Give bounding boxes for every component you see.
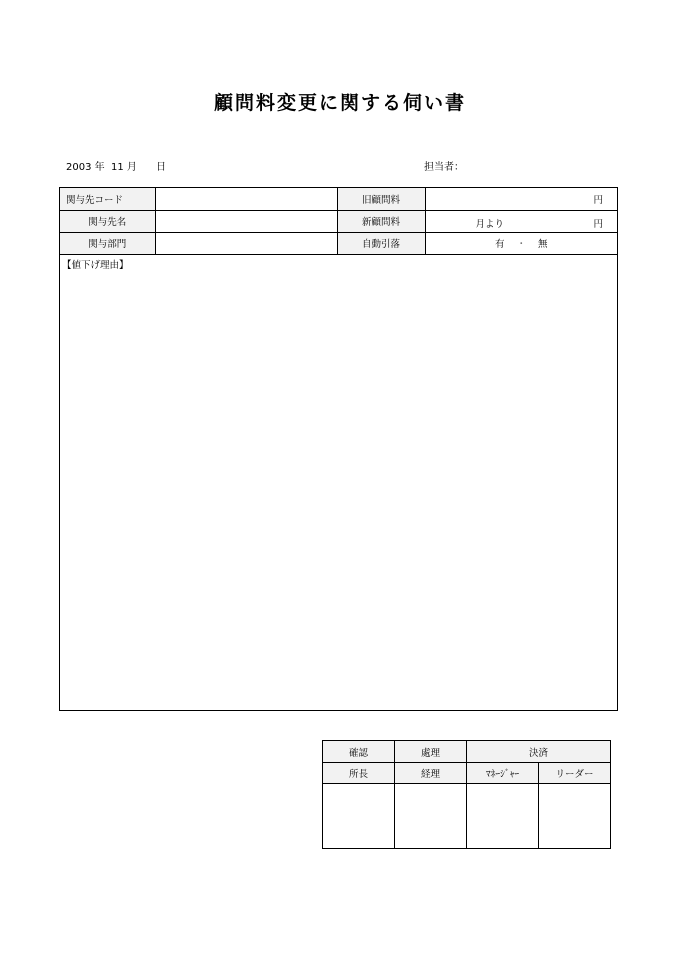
auto-debit-no[interactable]: 無: [538, 239, 548, 250]
author-label: 担当者：: [424, 162, 464, 173]
old-fee-unit: 円: [593, 194, 603, 206]
director-stamp-box[interactable]: [323, 784, 395, 849]
client-code-label: 関与先コード: [60, 188, 155, 210]
leader-header: リーダー: [539, 763, 611, 784]
new-fee-label: 新顧問料: [337, 210, 425, 232]
date-year: 2003: [66, 162, 92, 173]
confirm-header: 確認: [323, 741, 395, 763]
old-fee-label: 旧顧問料: [337, 188, 425, 210]
auto-debit-separator: ・: [516, 239, 526, 250]
client-name-field[interactable]: [155, 210, 337, 232]
accounting-header: 経理: [395, 763, 467, 784]
date-day-unit: 日: [156, 162, 166, 173]
approval-table: [322, 740, 611, 849]
director-header: 所長: [323, 763, 395, 784]
document-title: 顧問料変更に関する伺い書: [213, 92, 466, 114]
leader-stamp-box[interactable]: [539, 784, 611, 849]
reason-label: 【値下げ理由】: [62, 259, 129, 271]
date-year-unit: 年: [94, 162, 105, 173]
client-code-field[interactable]: [155, 188, 337, 210]
table-row: [60, 232, 617, 254]
new-fee-unit: 円: [593, 218, 603, 230]
manager-header: ﾏﾈｰｼﾞｬｰ: [467, 763, 539, 784]
date-month-unit: 月: [126, 162, 137, 173]
table-row: [323, 784, 611, 849]
date-line: [66, 158, 166, 173]
main-form: [59, 187, 618, 711]
process-header: 處理: [395, 741, 467, 763]
department-label: 関与部門: [60, 232, 155, 254]
decision-header: 決済: [467, 741, 611, 763]
info-table: [60, 188, 617, 255]
date-month: 11: [111, 162, 124, 173]
auto-debit-choice[interactable]: [425, 232, 617, 254]
client-name-label: 関与先名: [60, 210, 155, 232]
table-row: [323, 741, 611, 763]
table-row: [60, 210, 617, 232]
department-field[interactable]: [155, 232, 337, 254]
new-fee-field[interactable]: [425, 210, 617, 232]
manager-stamp-box[interactable]: [467, 784, 539, 849]
table-row: [323, 763, 611, 784]
auto-debit-label: 自動引落: [337, 232, 425, 254]
table-row: [60, 188, 617, 210]
new-fee-from: 月より: [475, 218, 505, 230]
old-fee-field[interactable]: [425, 188, 617, 210]
auto-debit-yes[interactable]: 有: [494, 239, 505, 250]
accounting-stamp-box[interactable]: [395, 784, 467, 849]
